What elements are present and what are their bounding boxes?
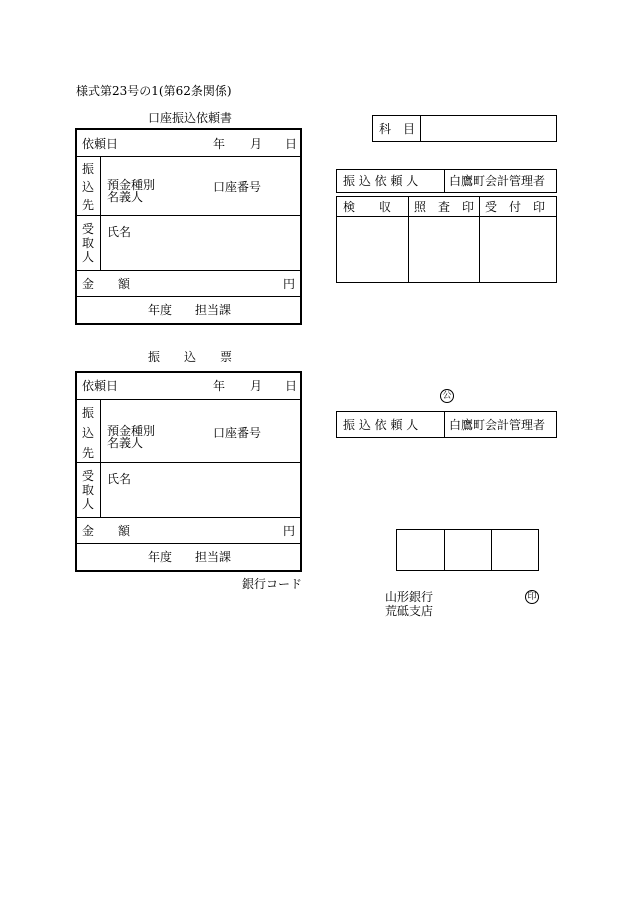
deposit-type-label: 預金種別 [107,424,156,438]
recipient-label-char: 取 [81,236,94,250]
requester-value: 白鷹町会計管理者 [449,174,546,188]
transfer-slip-title: 振 込 票 [148,350,233,364]
dest-label-char: 振 [81,162,94,176]
requester-label: 振 込 依 頼 人 [343,174,419,188]
recipient-label-char: 人 [81,250,94,264]
amount-label: 金 額 [82,524,131,538]
dest-label-char: 振 [81,406,94,420]
request-date-label: 依頼日 [82,379,119,393]
transfer-slip-table [75,371,302,572]
recipient-label-char: 取 [81,483,94,497]
dest-label-char: 込 [81,180,94,194]
divider [100,399,101,517]
amount-label: 金 額 [82,277,131,291]
stamp-header-receipt: 受 付 印 [485,200,546,214]
divider [77,517,300,518]
request-form-title: 口座振込依頼書 [148,111,233,125]
divider [77,462,300,463]
divider [100,156,101,270]
divider [408,197,409,282]
dept-label: 担当課 [195,550,232,564]
recipient-label-char: 人 [81,497,94,511]
divider [491,530,492,570]
account-number-label: 口座番号 [213,426,262,440]
requester-value-2: 白鷹町会計管理者 [449,418,546,432]
requester-label-2: 振 込 依 頼 人 [343,418,419,432]
holder-name-label: 名義人 [107,190,144,204]
name-label: 氏名 [107,472,132,486]
branch-name: 荒砥支店 [385,604,434,618]
divider [77,156,300,157]
fiscal-year-label: 年度 [148,303,173,317]
divider [420,116,421,141]
stamp-table [336,196,557,283]
bank-seal-icon: 印 [525,590,539,604]
bank-code-boxes [396,529,539,571]
divider [479,197,480,282]
divider [337,216,556,217]
recipient-label-char: 受 [81,222,94,236]
bank-code-label: 銀行コード [242,577,303,591]
divider [77,215,300,216]
year-label: 年 [213,137,226,151]
divider [77,270,300,271]
request-form-table [75,128,302,325]
fiscal-year-label: 年度 [148,550,173,564]
form-number: 様式第23号の1(第62条関係) [76,84,232,98]
recipient-label-char: 受 [81,469,94,483]
account-number-label: 口座番号 [213,180,262,194]
deposit-type-label: 預金種別 [107,178,156,192]
requester-box [336,169,557,193]
divider [444,170,445,192]
dest-label-char: 先 [81,446,94,460]
name-label: 氏名 [107,225,132,239]
yen-label: 円 [283,277,296,291]
dept-label: 担当課 [195,303,232,317]
month-label: 月 [250,379,263,393]
day-label: 日 [285,137,298,151]
official-seal-icon: 公 [440,389,454,403]
divider [77,543,300,544]
holder-name-label: 名義人 [107,436,144,450]
dest-label-char: 込 [81,426,94,440]
dest-label-char: 先 [81,198,94,212]
request-date-label: 依頼日 [82,137,119,151]
yen-label: 円 [283,524,296,538]
month-label: 月 [250,137,263,151]
year-label: 年 [213,379,226,393]
divider [77,399,300,400]
requester-box-2 [336,411,557,438]
subject-label: 科 目 [379,122,416,136]
bank-name: 山形銀行 [385,590,434,604]
divider [77,296,300,297]
stamp-header-verification: 照 査 印 [414,200,475,214]
stamp-header-inspection: 検 収 [343,200,392,214]
subject-box [372,115,557,142]
divider [444,412,445,437]
day-label: 日 [285,379,298,393]
divider [444,530,445,570]
